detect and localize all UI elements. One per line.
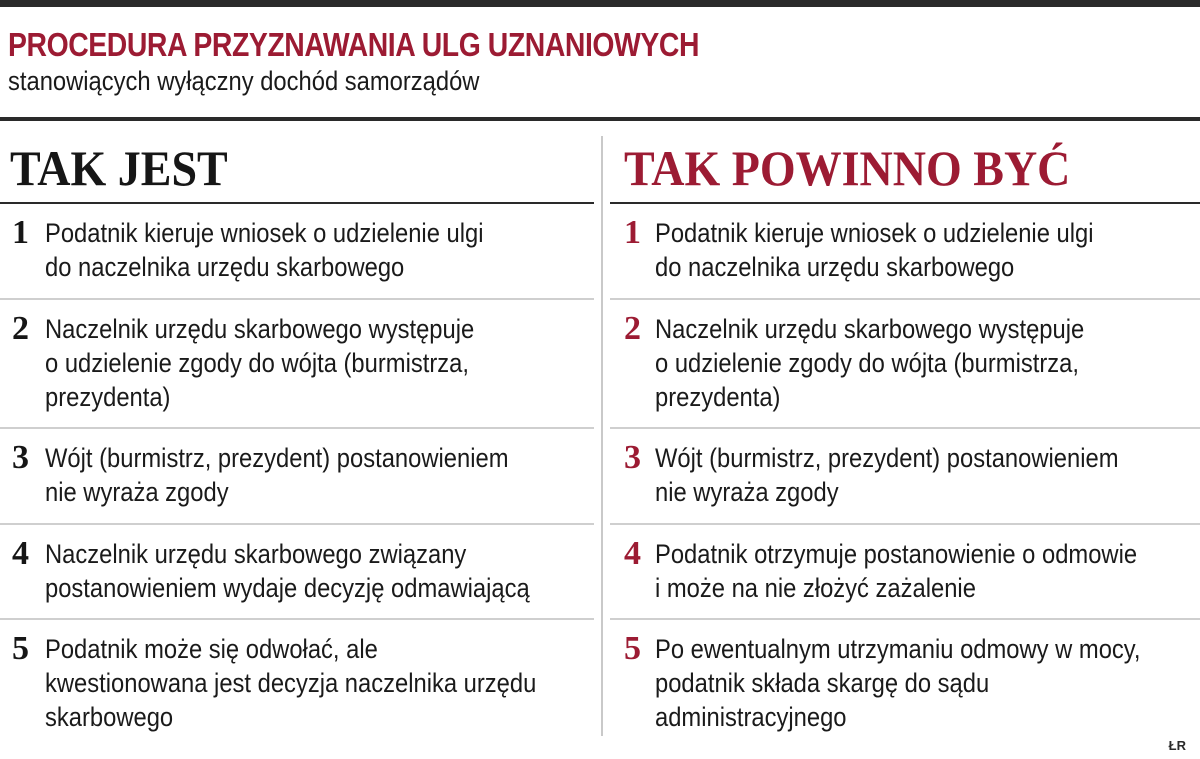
column-heading-current: TAK JEST <box>10 140 228 196</box>
source-credit: ŁR <box>1168 738 1186 753</box>
column-heading-proposed: TAK POWINNO BYĆ <box>624 140 1071 196</box>
step-text: Wójt (burmistrz, prezydent) postanowieniem nie wyraża zgody <box>655 443 1119 507</box>
step-text: Naczelnik urzędu skarbowego związany postanowieniem wydaje decyzję odmawiającą <box>45 539 530 603</box>
step-item <box>610 300 1200 429</box>
top-rule <box>0 0 1200 7</box>
step-item <box>610 429 1200 525</box>
step-text: Podatnik otrzymuje postanowienie o odmowie i może na nie złożyć zażalenie <box>655 539 1138 603</box>
step-number: 3 <box>624 439 641 476</box>
step-number: 3 <box>12 439 29 476</box>
step-item <box>0 620 594 750</box>
step-number: 1 <box>12 214 29 251</box>
page-title: PROCEDURA PRZYZNAWANIA ULG UZNANIOWYCH <box>8 26 700 63</box>
step-item <box>0 300 594 429</box>
step-item <box>610 620 1200 750</box>
step-number: 5 <box>624 630 641 667</box>
step-text: Naczelnik urzędu skarbowego występuje o udzielenie zgody do wójta (burmistrza, prezydenta) <box>655 314 1085 412</box>
step-item <box>0 204 594 300</box>
step-number: 1 <box>624 214 641 251</box>
step-text: Wójt (burmistrz, prezydent) postanowieniem nie wyraża zgody <box>45 443 509 507</box>
step-text: Podatnik może się odwołać, ale kwestionowana jest decyzja naczelnika urzędu skarbowego <box>45 634 537 732</box>
step-item <box>610 525 1200 620</box>
step-text: Podatnik kieruje wniosek o udzielenie ulgi do naczelnika urzędu skarbowego <box>45 218 484 282</box>
step-item <box>0 525 594 620</box>
step-number: 4 <box>12 535 29 572</box>
step-text: Podatnik kieruje wniosek o udzielenie ulgi do naczelnika urzędu skarbowego <box>655 218 1094 282</box>
step-number: 5 <box>12 630 29 667</box>
column-divider <box>601 136 603 736</box>
step-item <box>610 204 1200 300</box>
step-number: 4 <box>624 535 641 572</box>
step-number: 2 <box>12 310 29 347</box>
step-text: Po ewentualnym utrzymaniu odmowy w mocy, podatnik składa skargę do sądu administracyjnego <box>655 634 1141 732</box>
step-number: 2 <box>624 310 641 347</box>
page-subtitle: stanowiących wyłączny dochód samorządów <box>8 66 480 96</box>
header-divider <box>0 117 1200 121</box>
step-text: Naczelnik urzędu skarbowego występuje o udzielenie zgody do wójta (burmistrza, prezydenta) <box>45 314 475 412</box>
step-item <box>0 429 594 525</box>
